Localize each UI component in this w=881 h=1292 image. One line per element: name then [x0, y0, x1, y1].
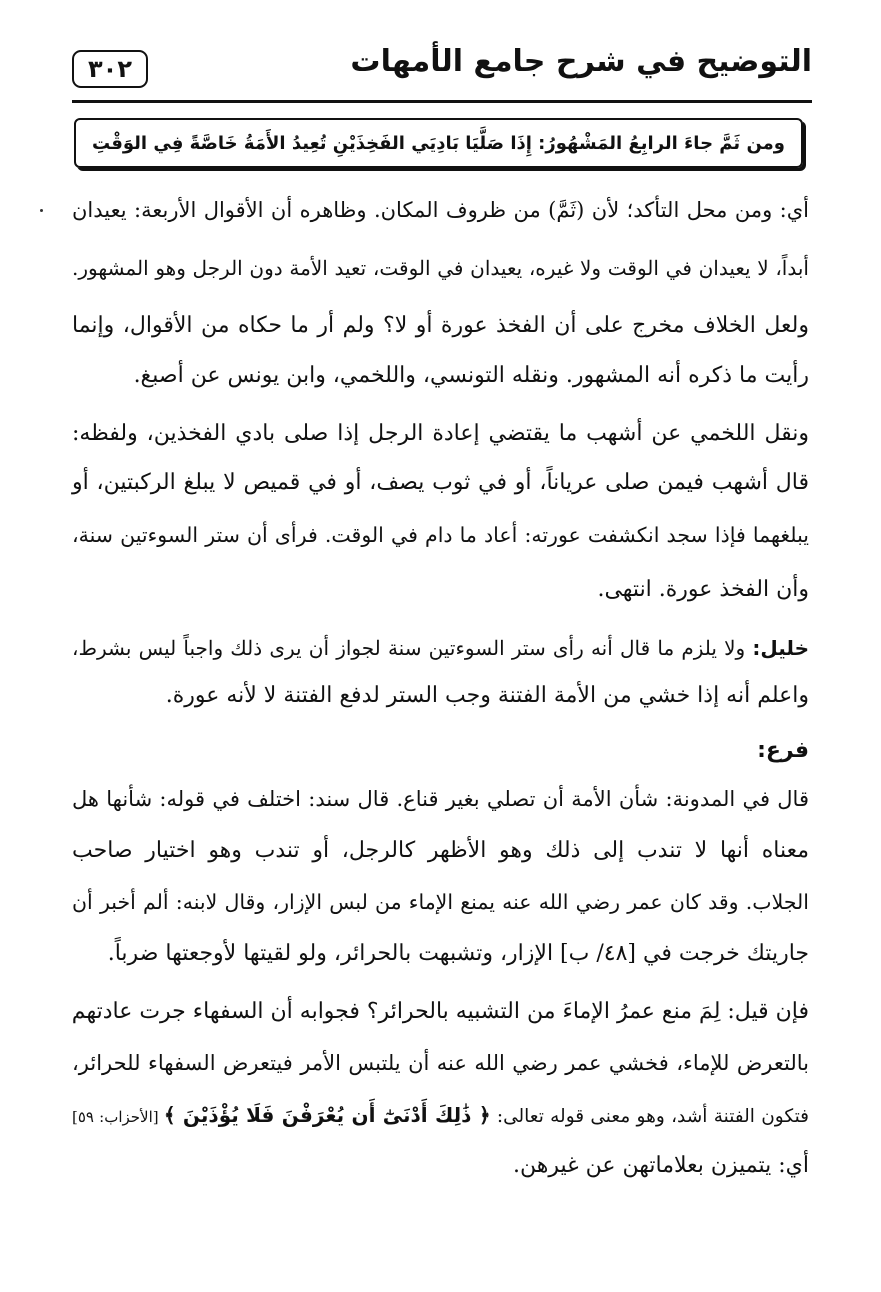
verse-reference: [الأحزاب: ٥٩]	[72, 1108, 164, 1126]
text-line-9-body: ولا يلزم ما قال أنه رأى ستر السوءتين سنة لجواز أن يرى ذلك واجباً ليس بشرط،	[72, 636, 753, 660]
matn-box	[74, 118, 803, 168]
scan-speck	[40, 209, 43, 212]
text-line-17-body: فتكون الفتنة أشد، وهو معنى قوله تعالى:	[490, 1106, 809, 1127]
text-line-4: رأيت ما ذكره أنه المشهور. ونقله التونسي، واللخمي، وابن يونس عن أصبغ.	[133, 363, 809, 388]
text-line-17	[72, 1101, 809, 1131]
text-line-18: أي: يتميزن بعلاماتهن عن غيرهن.	[513, 1153, 809, 1178]
text-line-10: واعلم أنه إذا خشي من الأمة الفتنة وجب الستر لدفع الفتنة لا لأنه عورة.	[165, 683, 809, 708]
page-number: ٣٠٢	[72, 50, 148, 88]
text-line-1: أي: ومن محل التأكد؛ لأن (ثَمَّ) من ظروف المكان. وظاهره أن الأقوال الأربعة: يعيدان	[72, 198, 809, 222]
text-line-6: قال أشهب فيمن صلى عرياناً، أو في ثوب يصف، أو في قميص لا يبلغ الركبتين، أو	[72, 470, 809, 495]
text-line-13: الجلاب. وقد كان عمر رضي الله عنه يمنع الإماء من لبس الإزار، وقال لابنه: ألم أخبر أن	[72, 890, 809, 914]
text-line-8: وأن الفخذ عورة. انتهى.	[597, 577, 809, 602]
page-header	[72, 40, 812, 102]
quran-verse: ﴿ ذَٰلِكَ أَدْنَىٰٓ أَن يُعْرَفْنَ فَلَا يُؤْذَيْنَ ﴾	[163, 1103, 491, 1127]
author-label: خليل:	[752, 636, 809, 660]
text-line-14: جاريتك خرجت في [٤٨/ ب] الإزار، وتشبهت بالحرائر، ولو لقيتها لأوجعتها ضرباً.	[107, 941, 809, 966]
text-line-5: ونقل اللخمي عن أشهب ما يقتضي إعادة الرجل إذا صلى بادي الفخذين، ولفظه:	[72, 421, 809, 446]
text-line-15: فإن قيل: لِمَ منع عمرُ الإماءَ من التشبيه بالحرائر؟ فجوابه أن السفهاء جرت عادتهم	[71, 999, 809, 1024]
text-line-9	[72, 634, 809, 662]
text-line-7: يبلغهما فإذا سجد انكشفت عورته: أعاد ما دام في الوقت. فرأى أن ستر السوءتين سنة،	[72, 523, 809, 547]
text-line-12: معناه أنها لا تندب إلى ذلك وهو الأظهر كالرجل، أو تندب وهو اختيار صاحب	[72, 838, 809, 863]
text-line-3: ولعل الخلاف مخرج على أن الفخذ عورة أو لا؟ ولم أر ما حكاه من الأقوال، وإنما	[72, 313, 809, 338]
matn-text: ومن ثَمَّ جاءَ الرابِعُ المَشْهُورُ: إِذَا صَلَّيَا بَادِيَي الفَخِذَيْنِ تُعِيدُ الأَمَةُ خَاصَّةً فِي الوَقْتِ	[92, 132, 785, 154]
text-line-11: قال في المدونة: شأن الأمة أن تصلي بغير قناع. قال سند: اختلف في قوله: شأنها هل	[72, 787, 809, 811]
header-divider	[72, 100, 812, 103]
section-heading: فرع:	[757, 738, 809, 763]
running-title: التوضيح في شرح جامع الأمهات	[350, 44, 812, 79]
text-line-2: أبداً، لا يعيدان في الوقت ولا غيره، يعيدان في الوقت، تعيد الأمة دون الرجل وهو المشهور.	[72, 256, 809, 280]
text-line-16: بالتعرض للإماء، فخشي عمر رضي الله عنه أن يلتبس الأمر فيتعرض السفهاء للحرائر،	[72, 1051, 809, 1075]
